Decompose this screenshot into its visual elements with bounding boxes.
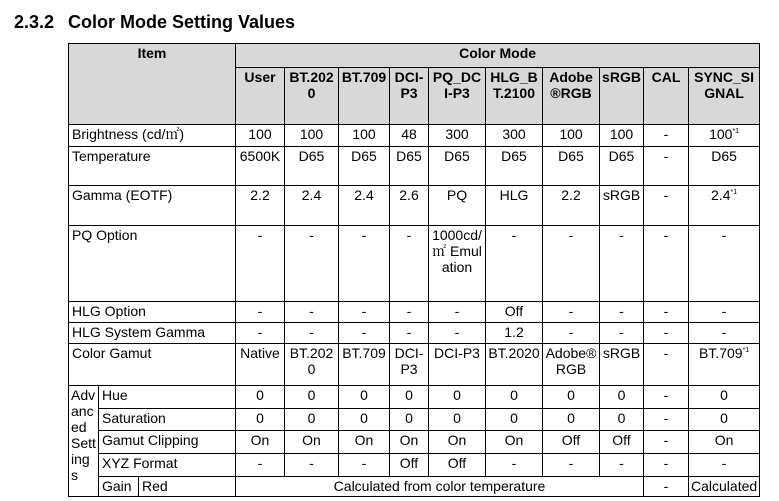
color-mode-header: Color Mode [236, 44, 760, 68]
mode-header: Adobe®RGB [543, 68, 600, 125]
mode-header: PQ_DCI-P3 [429, 68, 486, 125]
table-cell: Off [429, 454, 486, 477]
table-cell: 2.4 [339, 186, 390, 226]
table-cell: D65 [339, 147, 390, 186]
table-cell: HLG [486, 186, 543, 226]
item-header: Item [69, 44, 236, 125]
mode-header: CAL [644, 68, 689, 125]
table-cell: BT.2020 [285, 344, 339, 386]
gain-merged-cell: Calculated from color temperature [236, 477, 644, 497]
footnote-ref: *1 [730, 189, 738, 196]
table-cell: DCI-P3 [390, 344, 429, 386]
table-cell: 48 [390, 125, 429, 147]
table-cell: - [644, 302, 689, 323]
table-cell: 2.4 [285, 186, 339, 226]
table-cell: 6500K [236, 147, 285, 186]
table-cell: - [285, 226, 339, 302]
table-cell: - [390, 226, 429, 302]
table-cell: D65 [543, 147, 600, 186]
table-cell: 0 [429, 409, 486, 431]
table-cell: 0 [486, 409, 543, 431]
table-cell: 1.2 [486, 323, 543, 344]
gain-red-label: Red [139, 477, 236, 497]
footnote-ref: *1 [732, 128, 740, 135]
table-cell: 0 [339, 386, 390, 409]
table-cell: On [285, 431, 339, 454]
table-cell: - [600, 226, 644, 302]
table-cell: - [543, 302, 600, 323]
table-cell: 2.6 [390, 186, 429, 226]
footnote-ref: *1 [742, 347, 750, 354]
table-cell: - [644, 431, 689, 454]
table-cell: - [486, 454, 543, 477]
mode-header: SYNC_SIGNAL [689, 68, 760, 125]
table-cell: D65 [390, 147, 429, 186]
table-cell: - [486, 226, 543, 302]
mode-header: BT.709 [339, 68, 390, 125]
table-cell: - [644, 386, 689, 409]
table-cell: D65 [285, 147, 339, 186]
table-cell: BT.2020 [486, 344, 543, 386]
table-cell: sRGB [600, 344, 644, 386]
table-cell: On [339, 431, 390, 454]
row-label: Color Gamut [69, 344, 236, 386]
section-heading [14, 12, 295, 33]
table-cell: - [689, 226, 760, 302]
mode-header: sRGB [600, 68, 644, 125]
table-cell: DCI-P3 [429, 344, 486, 386]
table-cell: - [644, 477, 689, 497]
table-cell: 0 [285, 409, 339, 431]
table-cell: - [339, 226, 390, 302]
table-cell: 100 [285, 125, 339, 147]
table-cell: 300 [486, 125, 543, 147]
table-cell: - [543, 226, 600, 302]
table-cell: - [600, 323, 644, 344]
row-label: HLG Option [69, 302, 236, 323]
table-cell: - [644, 147, 689, 186]
table-cell: 100 [543, 125, 600, 147]
row-label: Brightness (cd/㎡) [69, 125, 236, 147]
table-cell: Native [236, 344, 285, 386]
table-cell: - [429, 302, 486, 323]
table-cell: - [600, 302, 644, 323]
table-cell: - [285, 302, 339, 323]
table-cell: On [429, 431, 486, 454]
cell-value: 100 [709, 126, 733, 142]
table-cell: 0 [339, 409, 390, 431]
row-label: HLG System Gamma [69, 323, 236, 344]
table-cell: On [390, 431, 429, 454]
table-cell: 0 [543, 409, 600, 431]
row-label: Temperature [69, 147, 236, 186]
gain-label: Gain [99, 477, 139, 497]
table-cell: - [644, 323, 689, 344]
table-cell: 0 [236, 386, 285, 409]
table-cell: - [339, 302, 390, 323]
table-cell: - [644, 454, 689, 477]
table-cell: Adobe®RGB [543, 344, 600, 386]
table-cell: On [689, 431, 760, 454]
table-cell: 100 [600, 125, 644, 147]
table-cell: - [543, 323, 600, 344]
table-cell: 0 [689, 386, 760, 409]
table-cell: D65 [689, 147, 760, 186]
table-cell: - [644, 344, 689, 386]
mode-header: User [236, 68, 285, 125]
row-label: XYZ Format [99, 454, 236, 477]
table-cell [689, 186, 760, 226]
table-cell: Off [600, 431, 644, 454]
section-title: Color Mode Setting Values [68, 12, 296, 32]
table-cell: - [339, 323, 390, 344]
section-number: 2.3.2 [14, 12, 55, 32]
table-cell: - [236, 454, 285, 477]
table-cell: D65 [486, 147, 543, 186]
row-label: Gamma (EOTF) [69, 186, 236, 226]
table-cell: - [429, 323, 486, 344]
table-cell: - [644, 125, 689, 147]
table-cell: 1000cd/㎡ Emulation [429, 226, 486, 302]
table-cell: 0 [390, 386, 429, 409]
table-cell: D65 [600, 147, 644, 186]
table-cell: 0 [600, 409, 644, 431]
row-label: Gamut Clipping [99, 431, 236, 454]
mode-header: DCI-P3 [390, 68, 429, 125]
table-cell: sRGB [600, 186, 644, 226]
table-cell: - [600, 454, 644, 477]
table-cell: - [236, 302, 285, 323]
table-cell: 2.2 [236, 186, 285, 226]
table-cell: On [486, 431, 543, 454]
table-cell: 100 [339, 125, 390, 147]
table-cell: - [689, 302, 760, 323]
table-cell: 100 [236, 125, 285, 147]
mode-header: BT.2020 [285, 68, 339, 125]
table-cell: BT.709 [339, 344, 390, 386]
color-mode-table [68, 43, 760, 497]
advanced-settings-label: Advanced Settings [69, 386, 99, 497]
cell-value: 2.4 [711, 187, 731, 203]
table-cell: 0 [429, 386, 486, 409]
table-cell: - [339, 454, 390, 477]
table-cell: 0 [486, 386, 543, 409]
table-cell: 0 [285, 386, 339, 409]
table-cell: Calculated [689, 477, 760, 497]
table-cell: - [689, 323, 760, 344]
table-cell: Off [486, 302, 543, 323]
table-cell: - [644, 409, 689, 431]
table-cell: Off [543, 431, 600, 454]
table-cell: - [285, 454, 339, 477]
mode-header: HLG_BT.2100 [486, 68, 543, 125]
table-cell: Off [390, 454, 429, 477]
table-cell: - [236, 226, 285, 302]
table-cell: - [285, 323, 339, 344]
table-cell: 0 [689, 409, 760, 431]
table-cell: 0 [543, 386, 600, 409]
row-label: Saturation [99, 409, 236, 431]
table-cell: 0 [600, 386, 644, 409]
table-cell: - [543, 454, 600, 477]
table-cell: 2.2 [543, 186, 600, 226]
table-cell: D65 [429, 147, 486, 186]
table-cell: - [390, 323, 429, 344]
table-cell: 0 [236, 409, 285, 431]
table-cell: 0 [390, 409, 429, 431]
row-label: PQ Option [69, 226, 236, 302]
table-cell: - [236, 323, 285, 344]
table-cell: - [644, 186, 689, 226]
row-label: Hue [99, 386, 236, 409]
table-cell [689, 125, 760, 147]
table-cell [689, 344, 760, 386]
table-cell: PQ [429, 186, 486, 226]
table-cell: - [689, 454, 760, 477]
table-cell: 300 [429, 125, 486, 147]
table-cell: - [644, 226, 689, 302]
cell-value: BT.709 [698, 345, 743, 361]
table-cell: On [236, 431, 285, 454]
table-cell: - [390, 302, 429, 323]
